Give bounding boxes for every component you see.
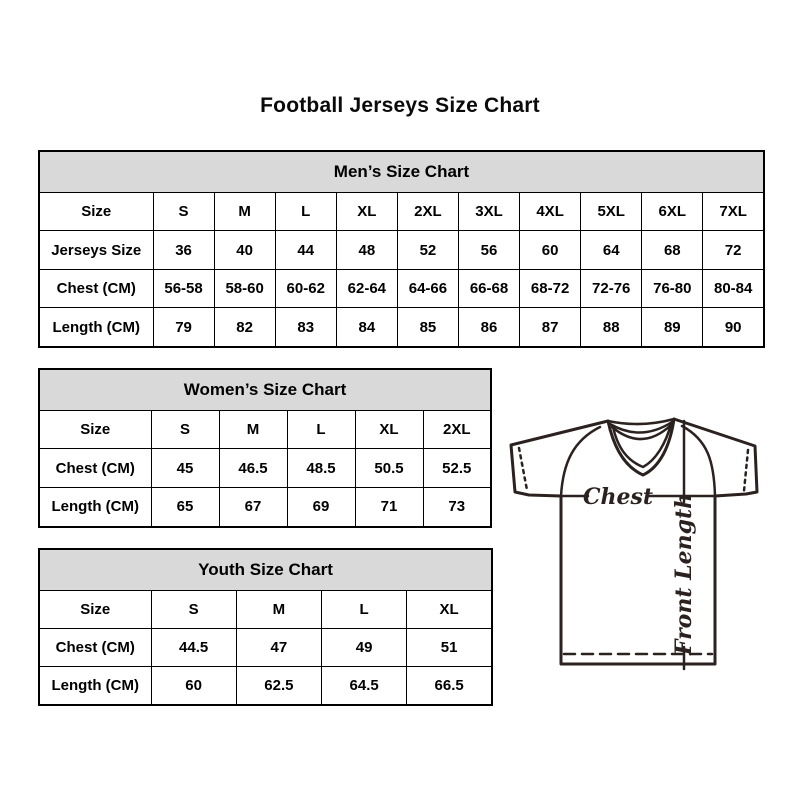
size-cell: 64.5 <box>322 666 407 705</box>
womens-table-title: Women’s Size Chart <box>39 369 491 411</box>
size-cell: 3XL <box>458 193 519 231</box>
size-cell: 62-64 <box>336 269 397 307</box>
collar-arc-icon <box>608 419 674 424</box>
size-cell: M <box>219 411 287 449</box>
size-cell: XL <box>336 193 397 231</box>
size-cell: 79 <box>153 308 214 347</box>
size-cell: 40 <box>214 231 275 269</box>
size-cell: 64 <box>581 231 642 269</box>
size-cell: 56-58 <box>153 269 214 307</box>
row-label: Size <box>39 411 151 449</box>
table-row <box>39 487 491 527</box>
size-cell: 2XL <box>397 193 458 231</box>
size-cell: 76-80 <box>642 269 703 307</box>
page-title: Football Jerseys Size Chart <box>260 94 540 117</box>
size-cell: XL <box>407 591 492 629</box>
size-cell: 69 <box>287 487 355 527</box>
size-cell: 60 <box>520 231 581 269</box>
size-cell: 68-72 <box>520 269 581 307</box>
table-row <box>39 193 764 231</box>
size-cell: 73 <box>423 487 491 527</box>
table-row <box>39 591 492 629</box>
size-cell: 66-68 <box>458 269 519 307</box>
mens-size-chart-table <box>38 150 765 348</box>
size-cell: 44.5 <box>151 628 236 666</box>
size-cell: L <box>322 591 407 629</box>
size-cell: XL <box>355 411 423 449</box>
row-label: Chest (CM) <box>39 449 151 487</box>
front-length-label: Front Length <box>671 492 697 656</box>
size-cell: 2XL <box>423 411 491 449</box>
size-cell: 52 <box>397 231 458 269</box>
size-cell: 65 <box>151 487 219 527</box>
size-cell: L <box>287 411 355 449</box>
size-cell: M <box>236 591 321 629</box>
size-cell: 6XL <box>642 193 703 231</box>
row-label: Length (CM) <box>39 308 153 347</box>
size-cell: S <box>151 411 219 449</box>
row-label: Size <box>39 193 153 231</box>
size-cell: 48 <box>336 231 397 269</box>
youth-table <box>38 548 493 706</box>
size-cell: 82 <box>214 308 275 347</box>
size-cell: 84 <box>336 308 397 347</box>
size-cell: 67 <box>219 487 287 527</box>
size-cell: 72-76 <box>581 269 642 307</box>
size-cell: 85 <box>397 308 458 347</box>
size-cell: 64-66 <box>397 269 458 307</box>
mens-table-title: Men’s Size Chart <box>39 151 764 193</box>
size-cell: 86 <box>458 308 519 347</box>
size-cell: 89 <box>642 308 703 347</box>
table-row <box>39 308 764 347</box>
size-cell: M <box>214 193 275 231</box>
size-cell: 4XL <box>520 193 581 231</box>
row-label: Length (CM) <box>39 666 151 705</box>
right-armhole-seam <box>682 426 715 496</box>
size-cell: S <box>151 591 236 629</box>
size-cell: 45 <box>151 449 219 487</box>
row-label: Chest (CM) <box>39 269 153 307</box>
youth-size-chart-table <box>38 548 493 706</box>
size-cell: 49 <box>322 628 407 666</box>
size-cell: 90 <box>703 308 764 347</box>
size-cell: 58-60 <box>214 269 275 307</box>
size-cell: S <box>153 193 214 231</box>
right-cuff-stitch <box>744 450 748 491</box>
size-cell: 48.5 <box>287 449 355 487</box>
row-label: Length (CM) <box>39 487 151 527</box>
size-cell: 83 <box>275 308 336 347</box>
size-cell: 7XL <box>703 193 764 231</box>
mens-table <box>38 150 765 348</box>
size-cell: 52.5 <box>423 449 491 487</box>
table-row <box>39 449 491 487</box>
size-cell: 36 <box>153 231 214 269</box>
size-cell: 71 <box>355 487 423 527</box>
size-cell: 66.5 <box>407 666 492 705</box>
chest-label: Chest <box>582 484 654 510</box>
row-label: Chest (CM) <box>39 628 151 666</box>
size-cell: 80-84 <box>703 269 764 307</box>
size-cell: 46.5 <box>219 449 287 487</box>
row-label: Size <box>39 591 151 629</box>
table-row <box>39 411 491 449</box>
size-cell: 5XL <box>581 193 642 231</box>
size-cell: 60-62 <box>275 269 336 307</box>
size-cell: 72 <box>703 231 764 269</box>
size-cell: 44 <box>275 231 336 269</box>
size-cell: 51 <box>407 628 492 666</box>
table-row <box>39 628 492 666</box>
left-cuff-stitch <box>519 448 527 490</box>
size-cell: 56 <box>458 231 519 269</box>
size-cell: 62.5 <box>236 666 321 705</box>
table-row <box>39 231 764 269</box>
size-cell: L <box>275 193 336 231</box>
womens-size-chart-table <box>38 368 492 528</box>
table-row <box>39 666 492 705</box>
womens-table <box>38 368 492 528</box>
size-cell: 88 <box>581 308 642 347</box>
jersey-outline <box>511 419 757 664</box>
jersey-measurement-diagram <box>498 390 790 682</box>
size-cell: 60 <box>151 666 236 705</box>
size-cell: 87 <box>520 308 581 347</box>
size-cell: 68 <box>642 231 703 269</box>
youth-table-title: Youth Size Chart <box>39 549 492 591</box>
size-cell: 50.5 <box>355 449 423 487</box>
row-label: Jerseys Size <box>39 231 153 269</box>
table-row <box>39 269 764 307</box>
size-cell: 47 <box>236 628 321 666</box>
